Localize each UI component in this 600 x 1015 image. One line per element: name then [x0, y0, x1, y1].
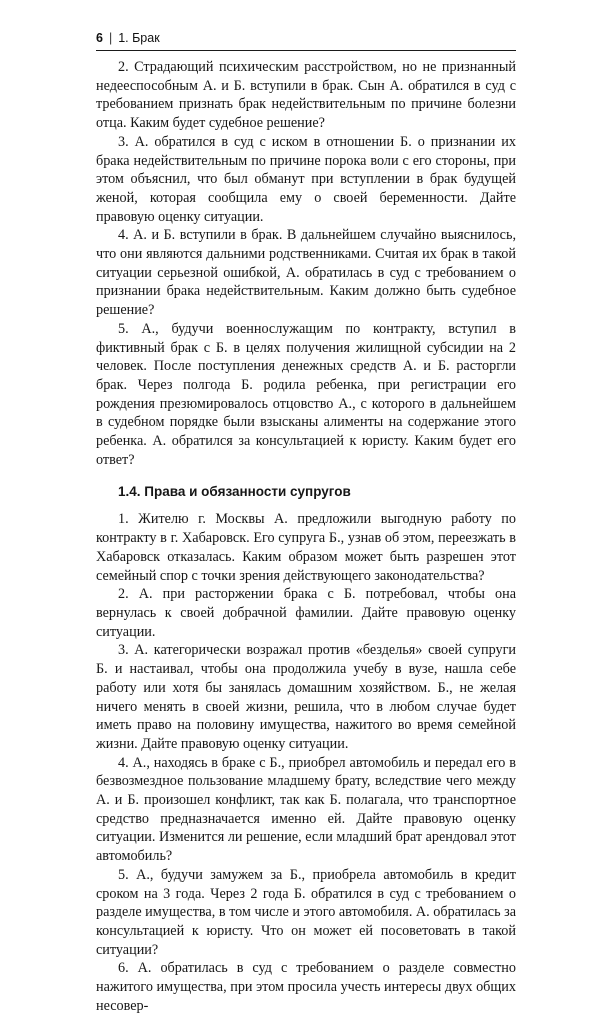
page-body	[96, 58, 516, 1015]
section-heading: 1.4. Права и обязанности супругов	[118, 484, 351, 500]
paragraph: 2. А. при расторжении брака с Б. потребовал, чтобы она вернулась к своей добрачной фамилии. Дайте правовую оценку ситуации.	[96, 586, 516, 640]
paragraph: 2. Страдающий психическим расстройством, но не признанный недееспособным А. и Б. вступили в брак. Сын А. обратился в суд с требованием признать брак недействительным по причине болезни отца. Каким будет судебное решение?	[96, 59, 516, 132]
running-head	[96, 31, 516, 45]
paragraph: 4. А., находясь в браке с Б., приобрел автомобиль и передал его в безвозмездное пользование младшему брату, вследствие чего между А. и Б. произошел конфликт, так как Б. полагала, что транспортное средство предназначается именно ей. Дайте правовую оценку ситуации. Изменится ли решение, если младший брат арендовал этот автомобиль?	[96, 754, 516, 865]
chapter-title: 1. Брак	[118, 31, 160, 45]
header-rule	[96, 50, 516, 51]
paragraph: 4. А. и Б. вступили в брак. В дальнейшем случайно выяснилось, что они являются дальними родственниками. Считая их брак в такой ситуации серьезной ошибкой, А. обратилась в суд с требованием о признании брака недействительным. Каким должно быть судебное решение?	[96, 227, 516, 319]
paragraph: 3. А. категорически возражал против «безделья» своей супруги Б. и настаивал, чтобы она продолжила учебу в вузе, нашла себе работу или хотя бы занялась домашним хозяйством. Б., не желая ничего менять в своей жизни, решила, что в любом случае будет иметь право на половину имущества, нажитого во время семейной жизни. Дайте правовую оценку ситуации.	[96, 642, 516, 752]
page-number: 6	[96, 31, 103, 45]
paragraph: 1. Жителю г. Москвы А. предложили выгодную работу по контракту в г. Хабаровск. Его супруга Б., узнав об этом, переезжать в Хабаровск отказалась. Каким образом может быть разрешен этот семейный спор с точки зрения действующего законодательства?	[96, 511, 516, 584]
paragraph: 3. А. обратился в суд с иском в отношении Б. о признании их брака недействительным по причине порока воли с его стороны, при этом объяснил, что был обманут при вступлении в брак будущей женой, которая сообщила ему о своей беременности. Дайте правовую оценку ситуации.	[96, 133, 516, 225]
paragraph: 6. А. обратилась в суд с требованием о разделе совместно нажитого имущества, при этом просила учесть интересы двух общих несовер-	[96, 960, 516, 1014]
paragraph: 5. А., будучи военнослужащим по контракту, вступил в фиктивный брак с Б. в целях получения жилищной субсидии на 2 человек. После поступления денежных средств А. и Б. расторгли брак. Через полгода Б. родила ребенка, при регистрации его рождения презюмировалось отцовство А., с которого в дальнейшем в судебном порядке были взысканы алименты на содержание этого ребенка. А. обратился за консультацией к юристу. Каким будет его ответ?	[96, 320, 516, 468]
header-separator: |	[108, 31, 113, 45]
paragraph: 5. А., будучи замужем за Б., приобрела автомобиль в кредит сроком на 3 года. Через 2 года Б. обратился в суд с требованием о разделе имущества, в том числе и этого автомобиля. А. обратилась за консультацией к юристу. Что он может ей посоветовать в такой ситуации?	[96, 866, 516, 958]
